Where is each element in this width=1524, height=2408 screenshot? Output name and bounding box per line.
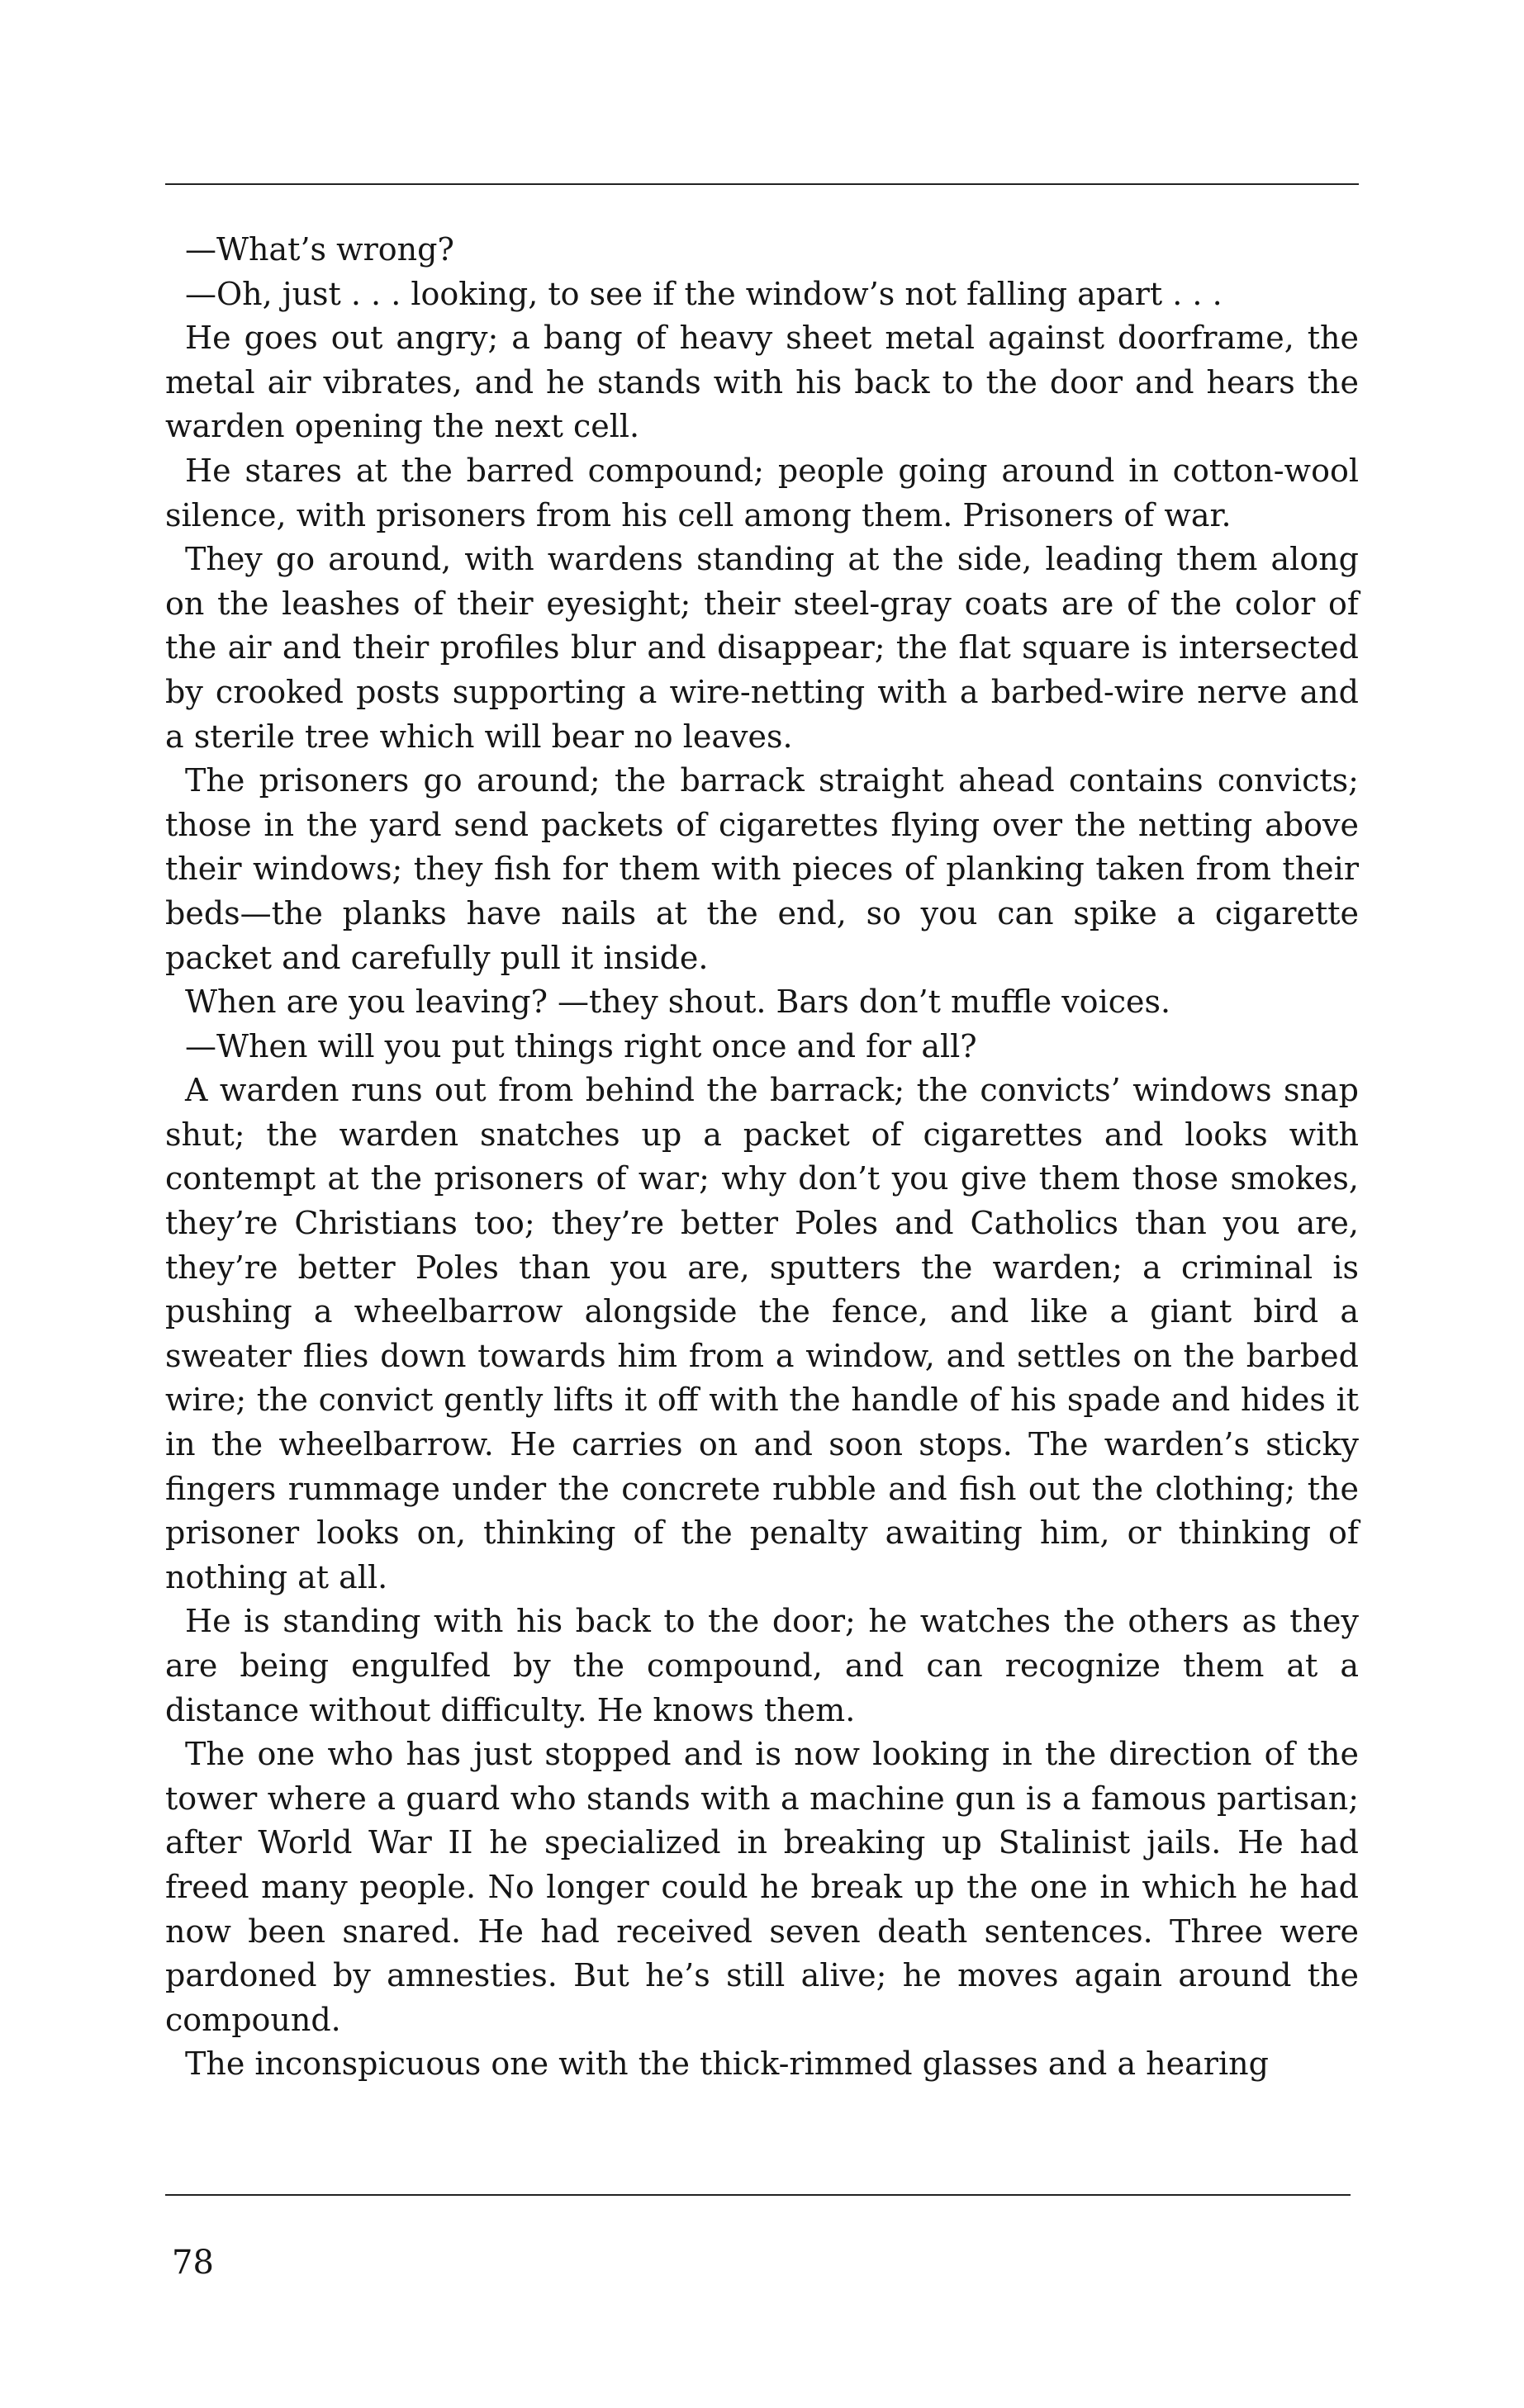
footer-rule	[165, 2194, 1351, 2196]
paragraph: The prisoners go around; the barrack straight ahead contains convicts; those in the yard send packets of cigarettes flying over the netting above their windows; they fish for them with pieces of planking taken from their beds—the planks have nails at the end, so you can spike a cigarette packet and carefully pull it inside.	[165, 762, 1359, 976]
paragraph: He stares at the barred compound; people going around in cotton-wool silence, with prisoners from his cell among them. Prisoners of war.	[165, 452, 1359, 533]
paragraph: The one who has just stopped and is now looking in the direction of the tower where a guard who stands with a machine gun is a famous partisan; after World War II he specialized in breaking up Stalinist jails. He had freed many people. No longer could he break up the one in which he had now been snared. He had received seven death sentences. Three were pardoned by amnesties. But he’s still alive; he moves again around the compound.	[165, 1736, 1359, 2038]
page-number: 78	[172, 2244, 214, 2282]
paragraph: —When will you put things right once and for all?	[185, 1027, 977, 1064]
paragraph: He is standing with his back to the door; he watches the others as they are being engulfed by the compound, and can recognize them at a distance without difficulty. He knows them.	[165, 1603, 1359, 1728]
paragraph: A warden runs out from behind the barrack; the convicts’ windows snap shut; the warden snatches up a packet of cigarettes and looks with contempt at the prisoners of war; why don’t you give them those smokes, they’re Christians too; they’re better Poles and Catholics than you are, they’re better Poles than you are, sputters the warden; a criminal is pushing a wheelbarrow alongside the fence, and like a giant bird a sweater flies down towards him from a window, and settles on the barbed wire; the convict gently lifts it off with the handle of his spade and hides it in the wheelbarrow. He carries on and soon stops. The warden’s sticky fingers rummage under the concrete rubble and fish out the clothing; the prisoner looks on, thinking of the penalty awaiting him, or thinking of nothing at all.	[165, 1072, 1359, 1595]
paragraph: They go around, with wardens standing at the side, leading them along on the leashes of their eyesight; their steel-gray coats are of the color of the air and their profiles blur and disappear; the flat square is intersected by crooked posts supporting a wire-netting with a barbed-wire nerve and a sterile tree which will bear no leaves.	[165, 541, 1359, 755]
paragraph: The inconspicuous one with the thick-rimmed glasses and a hearing	[185, 2045, 1269, 2083]
paragraph: He goes out angry; a bang of heavy sheet metal against doorframe, the metal air vibrates, and he stands with his back to the door and hears the warden opening the next cell.	[165, 320, 1359, 445]
paragraph: —What’s wrong?	[185, 231, 454, 268]
header-rule	[165, 183, 1359, 185]
paragraph: —Oh, just . . . looking, to see if the window’s not falling apart . . .	[185, 275, 1223, 312]
paragraph: When are you leaving? —they shout. Bars don’t muffle voices.	[185, 984, 1171, 1021]
body-text	[165, 228, 1359, 2087]
